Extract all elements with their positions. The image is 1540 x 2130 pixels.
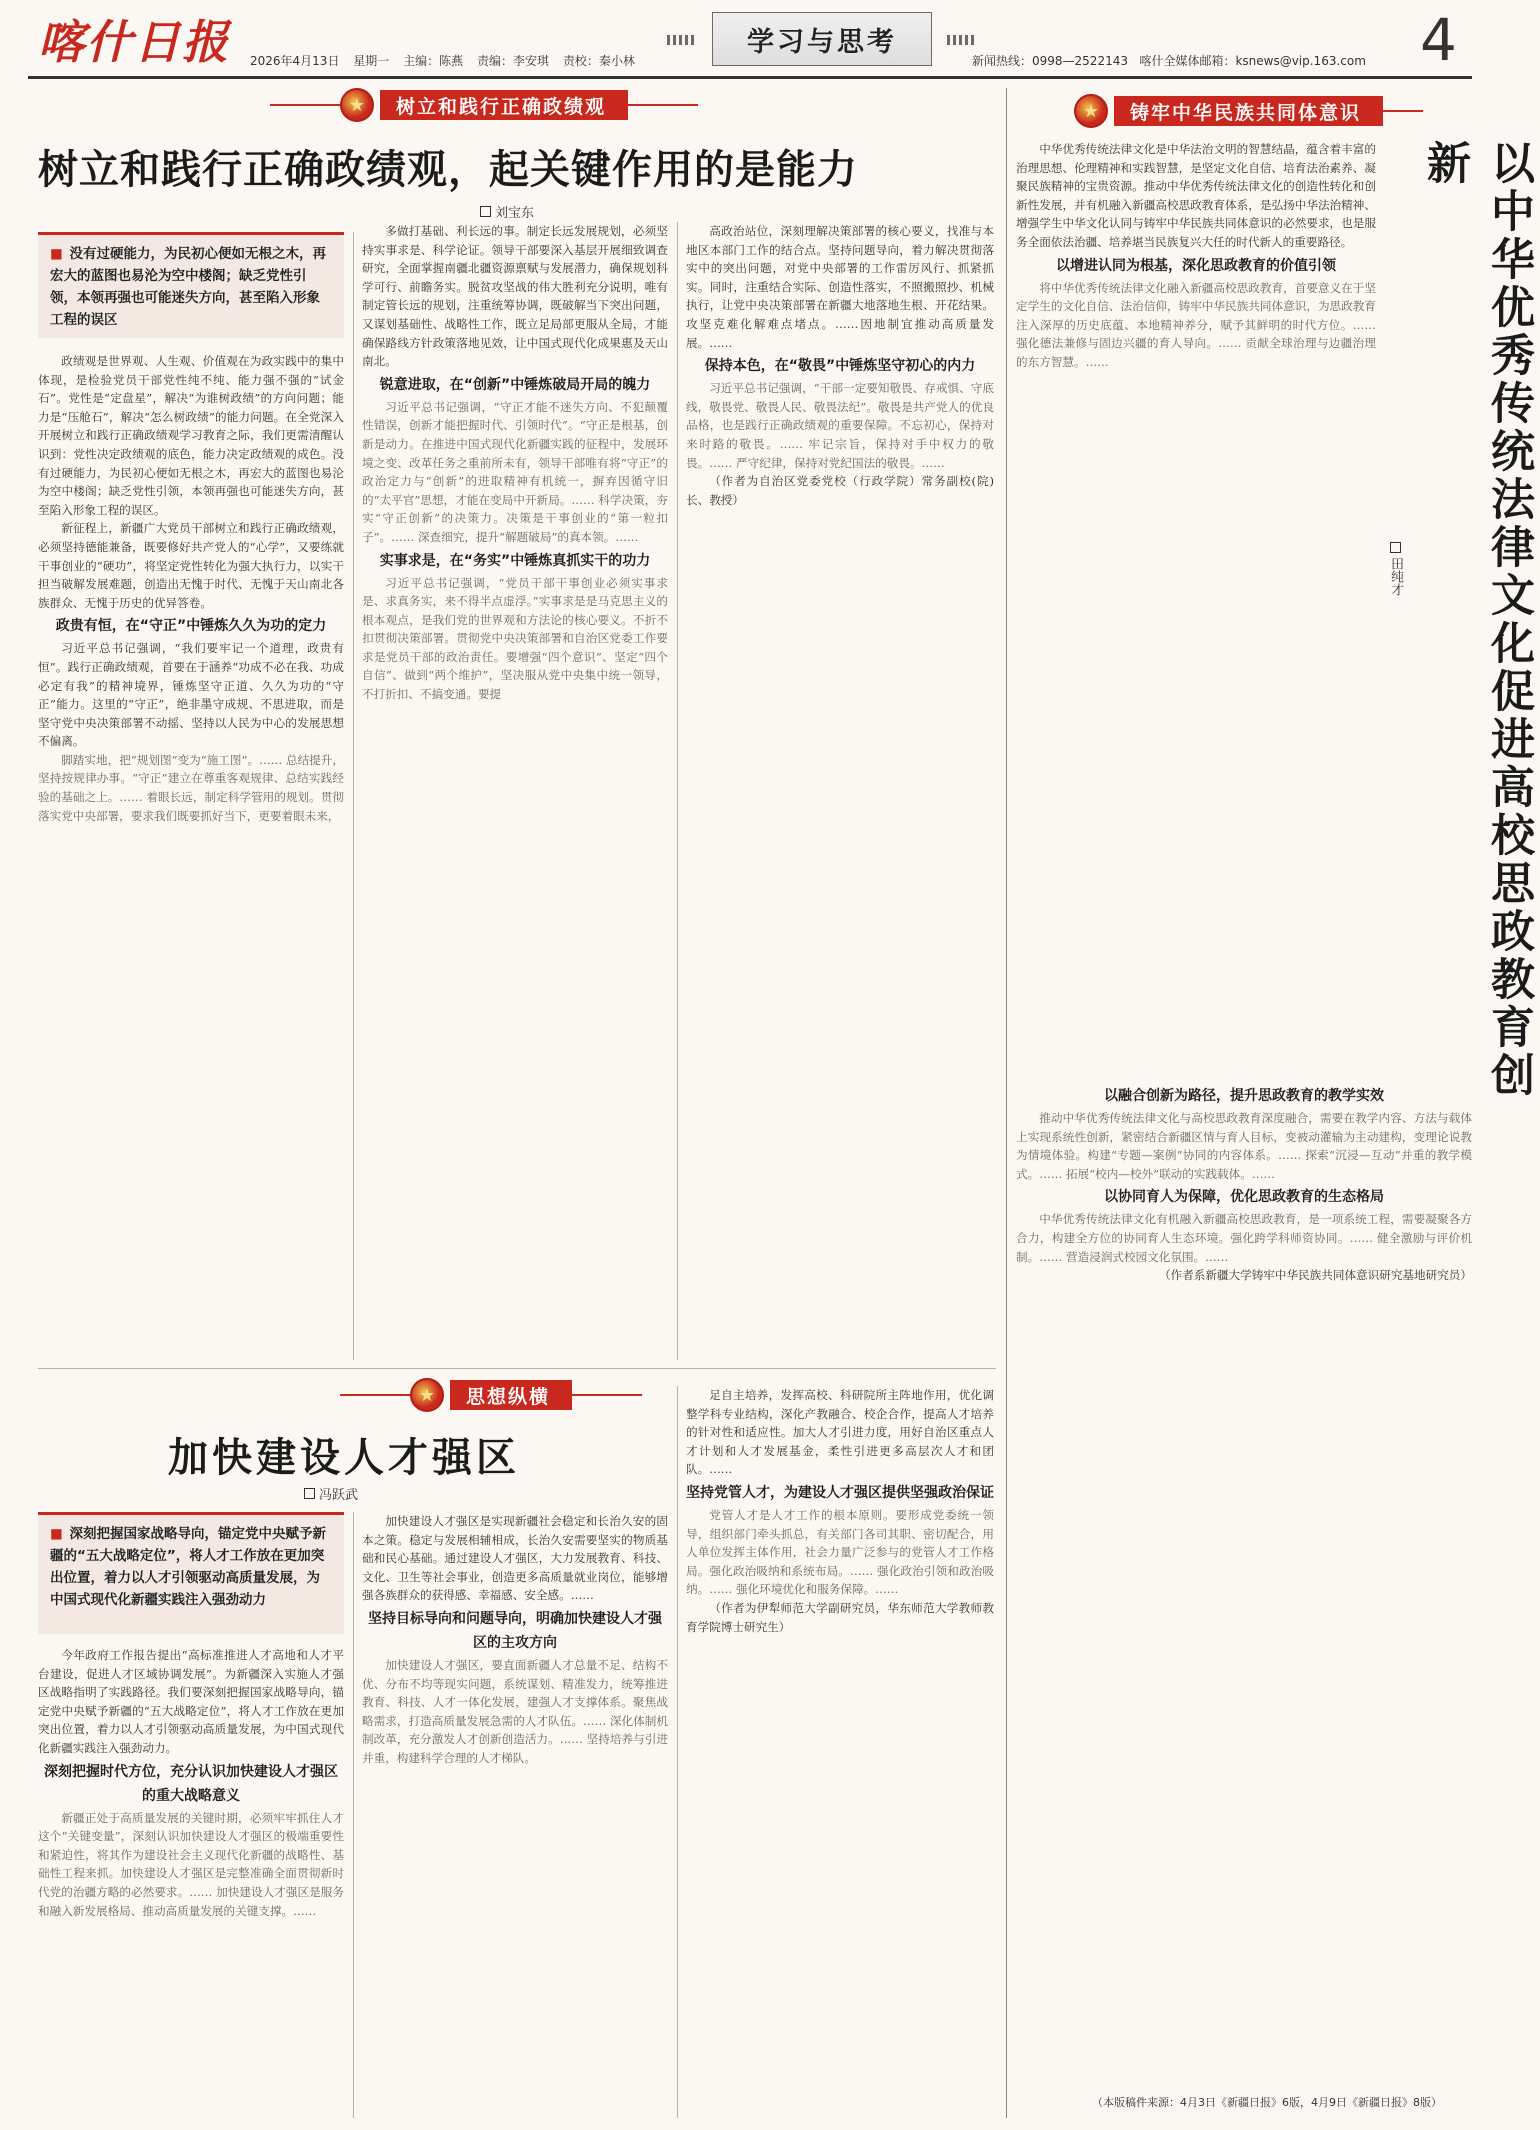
- paragraph: 习近平总书记强调，“干部一定要知敬畏、存戒惧、守底线，敬畏党、敬畏人民、敬畏法纪”。敬畏是共产党人的优良品格，也是践行正确政绩观的重要保障。不忘初心，保持对来时路的敬畏。…… 牢记宗旨，保持对手中权力的敬畏。…… 严守纪律，保持对党纪国法的敬畏。……: [686, 381, 994, 470]
- article-column: [38, 352, 344, 1360]
- article-column: [1016, 140, 1376, 1076]
- section-banner-sixiang: [340, 1378, 642, 1412]
- article-byline: 田纯才: [1386, 542, 1405, 596]
- banner-label: 铸牢中华民族共同体意识: [1114, 96, 1383, 126]
- article-headline: 加快建设人才强区: [168, 1435, 520, 1481]
- contact-email: 喀什全媒体邮箱：ksnews@vip.163.com: [1139, 54, 1366, 68]
- news-hotline: 新闻热线：0998—2522143: [972, 54, 1128, 68]
- banner-label: 树立和践行正确政绩观: [380, 90, 628, 120]
- subhead: 坚持目标导向和问题导向，明确加快建设人才强区的主攻方向: [368, 1610, 662, 1651]
- column-rule: [353, 232, 354, 1360]
- dateline: [250, 52, 645, 69]
- paragraph: 脚踏实地，把“规划图”变为“施工图”。…… 总结提升，坚持按规律办事。“守正”建立在尊重客观规律、总结实践经验的基础之上。…… 着眼长远，制定科学管用的规划。贯彻落实党中央部署，要求我们既要抓好当下，更要着眼未来，: [38, 752, 344, 823]
- subhead: 保持本色，在“敬畏”中锤炼坚守初心的内力: [704, 358, 976, 375]
- article-column: [686, 1386, 994, 2118]
- pull-quote-text: 深刻把握国家战略导向，锚定党中央赋予新疆的“五大战略定位”，将人才工作放在更加突出位置，着力以人才引领驱动高质量发展，为中国式现代化新疆实践注入强劲动力: [50, 1526, 326, 1608]
- pull-quote: [38, 232, 344, 338]
- paragraph: 中华优秀传统法律文化是中华法治文明的智慧结晶，蕴含着丰富的治理思想、伦理精神和实践智慧，是坚定文化自信、培育法治素养、凝聚民族精神的宝贵资源。推动中华优秀传统法律文化的创造性转化和创新性发展，并有机融入新疆高校思政教育体系，是弘扬中华法治精神、增强学生中华文化认同与铸牢中华民族共同体意识的必然要求，也是服务全面依法治疆、培养堪当民族复兴大任的时代新人的重要路径。: [1016, 142, 1376, 249]
- page-number: 4: [1420, 6, 1457, 74]
- subhead: 政贵有恒，在“守正”中锤炼久久为功的定力: [55, 618, 327, 635]
- section-title: 学习与思考: [712, 12, 932, 66]
- paragraph: 习近平总书记强调，“我们要牢记一个道理，政贵有恒”。践行正确政绩观，首要在于涵养“功成不必在我、功成必定有我”的精神境界，锤炼坚守正道、久久为功的“守正”能力。这里的“守正”，绝非墨守成规、不思进取，而是坚守党中央决策部署不动摇、坚持以人民为中心的发展思想不偏离。: [38, 641, 344, 749]
- paragraph: 高政治站位，深刻理解决策部署的核心要义，找准与本地区本部门工作的结合点。坚持问题导向，着力解决贯彻落实中的突出问题，对党中央部署的工作雷厉风行、抓紧抓实。同时，注重结合实际、创造性落实，不照搬照抄、机械执行，让党中央决策部署在新疆大地落地生根、开花结果。攻坚克难化解难点堵点。……因地制宜推动高质量发展。……: [686, 224, 994, 350]
- article-column: [686, 222, 994, 1360]
- banner-wing: [572, 1394, 642, 1396]
- newspaper-logo: 喀什日报: [38, 15, 230, 69]
- subhead: 坚持党管人才，为建设人才强区提供坚强政治保证: [686, 1484, 994, 1501]
- paragraph: 新疆正处于高质量发展的关键时期，必须牢牢抓住人才这个“关键变量”，深刻认识加快建设人才强区的极端重要性和紧迫性，将其作为建设社会主义现代化新疆的战略性、基础性工程来抓。加快建设人才强区是完整准确全面贯彻新时代党的治疆方略的必然要求。…… 加快建设人才强区是服务和融入新发展格局、推动高质量发展的关键支撑。……: [38, 1810, 344, 1918]
- article-column: [362, 1512, 668, 2118]
- paragraph: 加快建设人才强区是实现新疆社会稳定和长治久安的固本之策。稳定与发展相辅相成，长治久安需要坚实的物质基础和民心基础。通过建设人才强区，大力发展教育、科技、文化、卫生等社会事业，创造更多高质量就业岗位，能够增强各族群众的获得感、幸福感、安全感。……: [362, 1514, 668, 1603]
- article-column: [1016, 1082, 1472, 2078]
- paragraph: 习近平总书记强调，“党员干部干事创业必须实事求是、求真务实，来不得半点虚浮。”实事求是是马克思主义的根本观点，是我们党的世界观和方法论的核心要义。不折不扣贯彻决策部署。贯彻党中央决策部署和自治区党委工作要求是党员干部的政治责任。要增强“四个意识”、坚定“四个自信”、做到“两个维护”，坚决服从党中央集中统一领导，不打折扣、不搞变通。要提: [362, 575, 668, 702]
- paragraph: 推动中华优秀传统法律文化与高校思政教育深度融合，需要在教学内容、方法与载体上实现系统性创新，紧密结合新疆区情与育人目标，变被动灌输为主动建构，变理论说教为情境体验。构建“专题—案例”协同的内容体系。…… 探索“沉浸—互动”并重的教学模式。…… 拓展“校内—校外”联动的实践载体。……: [1016, 1111, 1472, 1181]
- banner-label: 思想纵横: [450, 1380, 572, 1410]
- pull-quote: [38, 1512, 344, 1634]
- article-headline: 树立和践行正确政绩观，起关键作用的是能力: [38, 147, 858, 193]
- author-note: （作者为伊犁师范大学副研究员，华东师范大学教师教育学院博士研究生）: [686, 1600, 994, 1634]
- column-rule: [1006, 88, 1007, 2118]
- paragraph: 新征程上，新疆广大党员干部树立和践行正确政绩观，必须坚持德能兼备，既要修好共产党人的“心学”，又要练就干事创业的“硬功”，将坚定党性转化为强大执行力，以实干担当破解发展难题，创造出无愧于时代、无愧于天山南北各族群众、无愧于历史的优异答卷。: [38, 521, 344, 610]
- masthead: [0, 0, 1500, 78]
- subhead: 锐意进取，在“创新”中锤炼破局开局的魄力: [379, 376, 651, 393]
- issue-weekday: 星期一: [353, 54, 390, 68]
- author-note: （作者为自治区党委党校（行政学院）常务副校(院)长、教授）: [686, 474, 994, 507]
- paragraph: 习近平总书记强调，“守正才能不迷失方向、不犯颠覆性错误，创新才能把握时代、引领时代”。“守正是根基，创新是动力。在推进中国式现代化新疆实践的征程中，发展环境之变、改革任务之重前所未有，领导干部唯有将“守正”的政治定力与“创新”的进取精神有机统一，摒弃因循守旧的“太平官”思想，才能在变局中开新局。…… 科学决策，夯实“守正创新”的决策力。决策是干事创业的“第一粒扣子”。…… 深查细究，提升“解题破局”的真本领。……: [362, 399, 668, 544]
- emblem-icon: ★: [1074, 94, 1108, 128]
- paragraph: 今年政府工作报告提出“高标准推进人才高地和人才平台建设，促进人才区域协调发展”。为新疆深入实施人才强区战略指明了实践路径。我们要深刻把握国家战略导向，锚定党中央赋予新疆的“五大战略定位”，将人才工作放在更加突出位置，着力以人才引领驱动高质量发展，为中国式现代化新疆实践注入强劲动力。: [38, 1648, 344, 1755]
- column-rule: [677, 1386, 678, 2118]
- pull-quote-text: 没有过硬能力，为民初心便如无根之木，再宏大的蓝图也易沦为空中楼阁；缺乏党性引领，本领再强也可能迷失方向，甚至陷入形象工程的误区: [50, 246, 326, 328]
- contact-info: [972, 52, 1366, 69]
- section-banner-zhengjiguan: [270, 88, 698, 122]
- paragraph: 中华优秀传统法律文化有机融入新疆高校思政教育，是一项系统工程，需要凝聚各方合力，构建全方位的协同育人生态环境。强化跨学科师资协同。…… 健全激励与评价机制。…… 营造浸润式校园文化氛围。……: [1016, 1212, 1472, 1264]
- section-divider: [38, 1368, 996, 1369]
- emblem-icon: ★: [410, 1378, 444, 1412]
- vertical-headline: 以中华优秀传统法律文化促进高校思政教育创新: [1419, 140, 1534, 1100]
- paragraph: 加快建设人才强区，要直面新疆人才总量不足、结构不优、分布不均等现实问题，系统谋划、精准发力，统筹推进教育、科技、人才一体化发展，建强人才支撑体系。聚焦战略需求，打造高质量发展急需的人才队伍。…… 深化体制机制改革，充分激发人才创新创造活力。…… 坚持培养与引进并重，构建科学合理的人才梯队。: [362, 1657, 668, 1765]
- subhead: 实事求是，在“务实”中锤炼真抓实干的功力: [379, 552, 651, 569]
- paragraph: 足自主培养，发挥高校、科研院所主阵地作用，优化调整学科专业结构，深化产教融合、校企合作，提高人才培养的针对性和适应性。加大人才引进力度，用好自治区重点人才计划和人才发展基金，柔性引进更多高层次人才和团队。……: [686, 1388, 994, 1477]
- duty-editor: 责编：李安琪: [476, 54, 549, 68]
- article-column: [38, 1646, 344, 2118]
- paragraph: 党管人才是人才工作的根本原则。要形成党委统一领导，组织部门牵头抓总，有关部门各司其职、密切配合，用人单位发挥主体作用，社会力量广泛参与的党管人才工作格局。强化政治吸纳和系统布局。…… 强化政治引领和政治吸纳。…… 强化环境优化和服务保障。……: [686, 1507, 994, 1597]
- banner-wing: [270, 104, 340, 106]
- source-note: （本版稿件来源：4月3日《新疆日报》6版，4月9日《新疆日报》8版）: [1092, 2096, 1442, 2109]
- masthead-rule: [28, 76, 1472, 79]
- section-banner-zhulao: [1074, 94, 1423, 128]
- paragraph: 多做打基础、利长远的事。制定长远发展规划，必须坚持实事求是、科学论证。领导干部要深入基层开展细致调查研究，全面掌握南疆北疆资源禀赋与发展潜力，确保规划科学可行、前瞻务实。脱贫攻坚战的伟大胜利充分说明，唯有制定管长远的规划，注重统筹协调，既破解当下突出问题，又谋划基础性、战略性工作，既立足局部更服从全局，才能确保路线方针政策落地见效，让中国式现代化成果惠及天山南北。: [362, 224, 668, 369]
- subhead: 以增进认同为根基，深化思政教育的价值引领: [1056, 257, 1336, 274]
- article-column: [362, 222, 668, 1360]
- issue-date: 2026年4月13日: [250, 54, 340, 68]
- banner-wing: [340, 1394, 410, 1396]
- chief-editor: 主编：陈燕: [403, 54, 464, 68]
- subhead: 以融合创新为路径，提升思政教育的教学实效: [1104, 1088, 1384, 1104]
- banner-wing: [628, 104, 698, 106]
- paragraph: 将中华优秀传统法律文化融入新疆高校思政教育，首要意义在于坚定学生的文化自信、法治信仰，铸牢中华民族共同体意识，为思政教育注入深厚的历史底蕴、本地精神养分，赋予其鲜明的时代方位。…… 强化德法兼修与固边兴疆的育人导向。…… 贡献全球治理与边疆治理的东方智慧。……: [1016, 280, 1376, 369]
- article-byline: 刘宝东: [480, 202, 534, 221]
- article-byline: 冯跃武: [304, 1484, 358, 1503]
- banner-wing: [1383, 110, 1423, 112]
- emblem-icon: ★: [340, 88, 374, 122]
- column-rule: [353, 1512, 354, 2118]
- column-rule: [677, 222, 678, 1360]
- paragraph: 政绩观是世界观、人生观、价值观在为政实践中的集中体现，是检验党员干部党性纯不纯、能力强不强的“试金石”。党性是“定盘星”，解决“为谁树政绩”的方向问题；能力是“压舱石”，解决“怎么树政绩”的能力问题。在全党深入开展树立和践行正确政绩观学习教育之际，我们更需清醒认识到：党性决定政绩观的底色，能力决定政绩观的成色。没有过硬能力，为民初心便如无根之木，再宏大的蓝图也易沦为空中楼阁；缺乏党性引领，本领再强也可能迷失方向，甚至陷入形象工程的误区。: [38, 354, 344, 517]
- proofreader: 责校：秦小林: [562, 54, 635, 68]
- subhead: 深刻把握时代方位，充分认识加快建设人才强区的重大战略意义: [44, 1763, 338, 1804]
- subhead: 以协同育人为保障，优化思政教育的生态格局: [1104, 1189, 1384, 1206]
- author-note: （作者系新疆大学铸牢中华民族共同体意识研究基地研究员）: [1158, 1268, 1472, 1283]
